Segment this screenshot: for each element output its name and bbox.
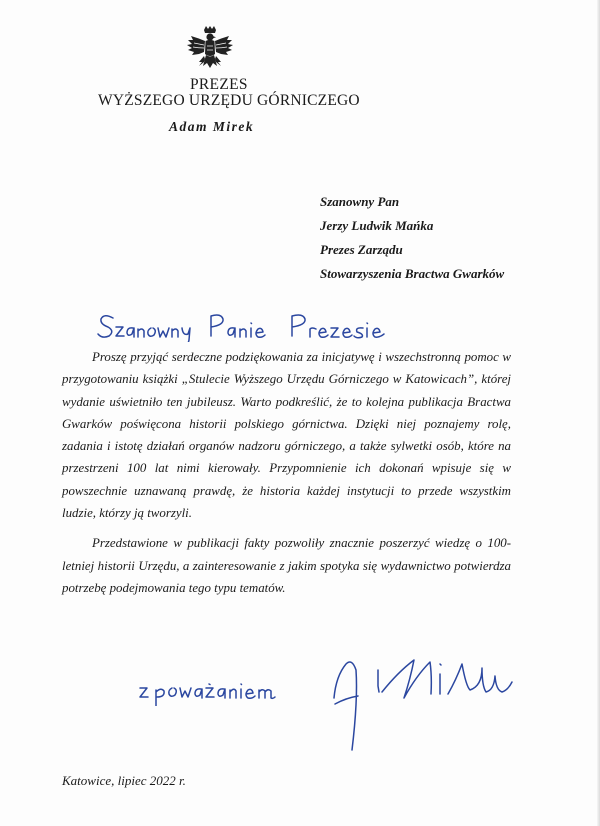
- recipient-organization: Stowarzyszenia Bractwa Gwarków: [320, 266, 505, 281]
- letterhead-title: PREZES: [190, 76, 248, 93]
- recipient-name: Jerzy Ludwik Mańka: [320, 218, 434, 233]
- recipient-address: [320, 190, 504, 286]
- recipient-greeting: Szanowny Pan: [320, 194, 400, 209]
- letterhead-office: WYŻSZEGO URZĘDU GÓRNICZEGO: [98, 92, 360, 109]
- body-paragraph-2: Przedstawione w publikacji fakty pozwoliły znacznie poszerzyć wiedzę o 100-letniej historii Urzędu, a zainteresowanie z jakim spotyka się wydawnictwo potwierdza potrzebę podejmowania tego typu tematów.: [62, 536, 511, 595]
- place-date: Katowice, lipiec 2022 r.: [62, 773, 186, 788]
- handwritten-signature: [332, 640, 514, 755]
- recipient-position: Prezes Zarządu: [320, 242, 403, 257]
- body-paragraph-1: Proszę przyjąć serdeczne podziękowania za inicjatywę i wszechstronną pomoc w przygotowaniu książki „Stulecie Wyższego Urzędu Górniczego w Katowicach”, której wydanie uświetniło ten jubileusz. Warto podkreślić, że to kolejna publikacja Bractwa Gwarków poświęcona historii polskiego górnictwa. Dzięki niej poznajemy rolę, zadania i istotę działań organów nadzoru górniczego, a także sylwetki osób, które na przestrzeni 100 lat nimi kierowały. Przypomnienie ich dokonań wpisuje się w powszechnie uznawaną prawdę, że historia każdej instytucji to przede wszystkim ludzie, którzy ją tworzyli.: [62, 350, 511, 521]
- letter-body: [62, 346, 511, 599]
- handwritten-closing: [138, 664, 298, 706]
- letterhead-name: Adam Mirek: [169, 119, 255, 134]
- polish-eagle-emblem-icon: [184, 26, 236, 76]
- handwritten-salutation: [96, 308, 466, 342]
